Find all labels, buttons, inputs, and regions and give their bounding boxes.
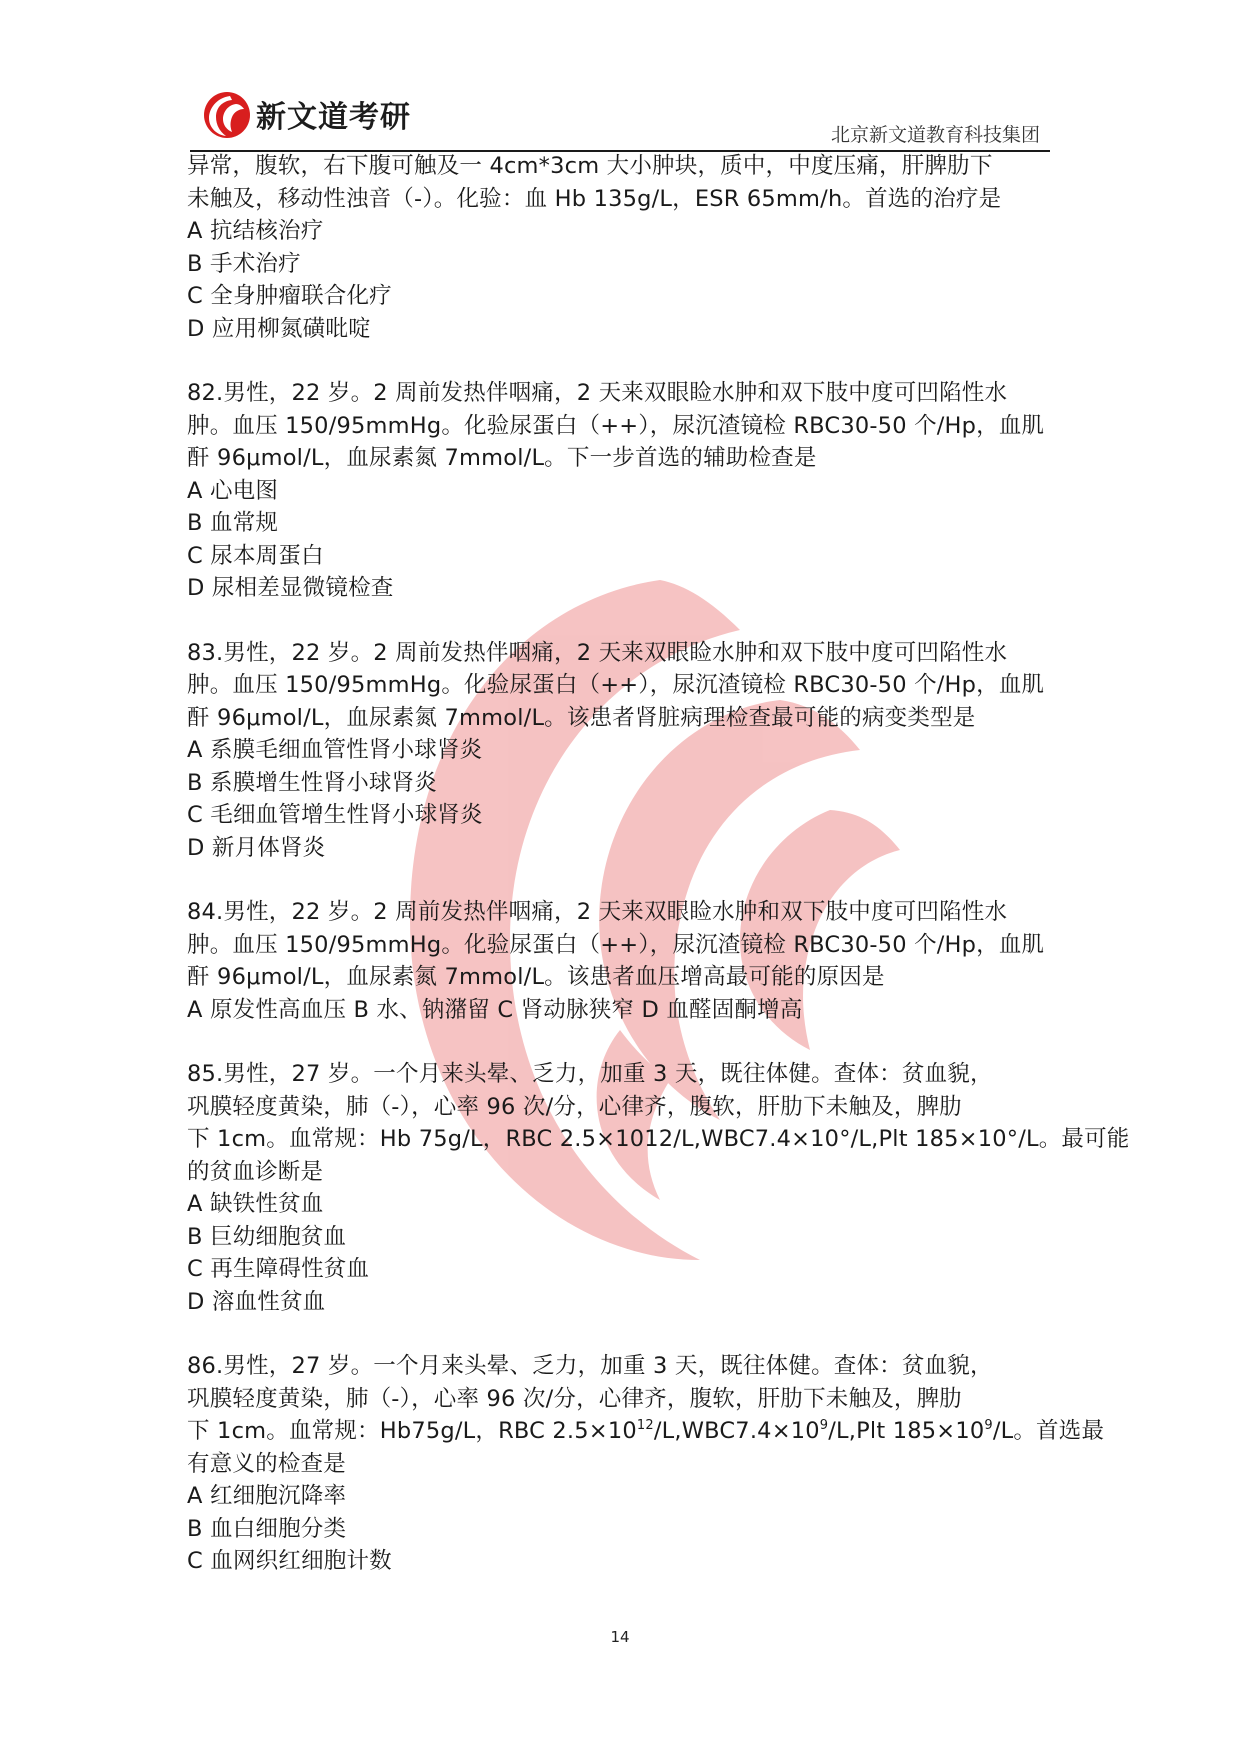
option-list — [187, 1188, 1057, 1318]
option-a: A 红细胞沉降率 — [187, 1483, 347, 1509]
page-header — [190, 78, 1050, 152]
superscript: 9 — [984, 1418, 993, 1433]
question-continued — [187, 150, 1057, 345]
text-run: /L,Plt 185×10 — [828, 1418, 985, 1444]
question-85 — [187, 1058, 1130, 1318]
stem-line: 82.男性，22 岁。2 周前发热伴咽痛，2 天来双眼睑水肿和双下肢中度可凹陷性水 — [187, 380, 1008, 406]
org-name: 北京新文道教育科技集团 — [830, 124, 1040, 146]
stem-line: 肿。血压 150/95mmHg。化验尿蛋白（++），尿沉渣镜检 RBC30-50 个/Hp，血肌 — [187, 931, 1045, 958]
option-list — [187, 215, 1057, 345]
option-list — [187, 475, 1057, 605]
superscript: 12 — [636, 1418, 654, 1433]
stem-line: 巩膜轻度黄染，肺（-），心率 96 次/分，心律齐，腹软，肝肋下未触及，脾肋 — [187, 1093, 962, 1120]
stem-line: 未触及，移动性浊音（-）。化验：血 Hb 135g/L，ESR 65mm/h。首选的治疗是 — [187, 185, 1002, 212]
option-a: A 心电图 — [187, 477, 279, 504]
question-82 — [187, 377, 1057, 605]
option-list — [187, 734, 1057, 864]
option-d: D 尿相差显微镜检查 — [187, 575, 394, 601]
brand-name: 新文道考研 — [256, 100, 411, 135]
option-c: C 血网织红细胞计数 — [187, 1548, 392, 1574]
option-d: D 溶血性贫血 — [187, 1288, 326, 1315]
option-c: C 全身肿瘤联合化疗 — [187, 283, 392, 309]
option-c: C 再生障碍性贫血 — [187, 1256, 370, 1282]
superscript: 9 — [819, 1418, 829, 1433]
stem-line: 酐 96μmol/L，血尿素氮 7mmol/L。该患者肾脏病理检查最可能的病变类型是 — [187, 704, 976, 731]
stem-line: 肿。血压 150/95mmHg。化验尿蛋白（++），尿沉渣镜检 RBC30-50 个/Hp，血肌 — [187, 412, 1045, 439]
stem-line: 巩膜轻度黄染，肺（-），心率 96 次/分，心律齐，腹软，肝肋下未触及，脾肋 — [187, 1385, 962, 1412]
option-b: B 巨幼细胞贫血 — [187, 1223, 347, 1250]
stem-line-with-superscripts — [187, 1415, 1105, 1448]
stem-line: 异常，腹软，右下腹可触及一 4cm*3cm 大小肿块，质中，中度压痛，肝脾肋下 — [187, 153, 993, 179]
question-86 — [187, 1350, 1105, 1578]
stem-line: 下 1cm。血常规：Hb 75g/L，RBC 2.5×1012/L,WBC7.4×10°/L,Plt 185×10°/L。最可能 — [187, 1126, 1130, 1152]
option-b: B 系膜增生性肾小球肾炎 — [187, 769, 437, 796]
option-b: B 血白细胞分类 — [187, 1515, 347, 1542]
option-d: D 应用柳氮磺吡啶 — [187, 315, 371, 342]
text-run: /L。首选最 — [992, 1418, 1105, 1444]
option-c: C 尿本周蛋白 — [187, 542, 324, 569]
stem-line: 84.男性，22 岁。2 周前发热伴咽痛，2 天来双眼睑水肿和双下肢中度可凹陷性水 — [187, 899, 1008, 925]
option-b: B 手术治疗 — [187, 250, 301, 277]
stem-line: 86.男性，27 岁。一个月来头晕、乏力，加重 3 天，既往体健。查体：贫血貌， — [187, 1353, 993, 1379]
text-run: 下 1cm。血常规：Hb75g/L，RBC 2.5×10 — [187, 1418, 637, 1444]
stem-line: 的贫血诊断是 — [187, 1158, 324, 1185]
stem-line: 85.男性，27 岁。一个月来头晕、乏力，加重 3 天，既往体健。查体：贫血貌， — [187, 1061, 993, 1087]
question-84 — [187, 896, 1057, 1026]
page-number: 14 — [610, 1628, 630, 1646]
stem-line: 肿。血压 150/95mmHg。化验尿蛋白（++），尿沉渣镜检 RBC30-50 个/Hp，血肌 — [187, 672, 1045, 698]
stem-line: 有意义的检查是 — [187, 1450, 346, 1477]
question-83 — [187, 637, 1057, 865]
option-a: A 抗结核治疗 — [187, 218, 324, 244]
stem-line: 83.男性，22 岁。2 周前发热伴咽痛，2 天来双眼睑水肿和双下肢中度可凹陷性水 — [187, 639, 1008, 666]
questions-body — [187, 150, 1130, 1578]
stem-line: 酐 96μmol/L，血尿素氮 7mmol/L。下一步首选的辅助检查是 — [187, 445, 817, 471]
option-a: A 缺铁性贫血 — [187, 1191, 324, 1217]
option-b: B 血常规 — [187, 510, 279, 536]
text-run: /L,WBC7.4×10 — [653, 1418, 820, 1444]
option-list — [187, 1480, 1057, 1578]
option-list-inline: A 原发性高血压 B 水、钠潴留 C 肾动脉狭窄 D 血醛固酮增高 — [187, 996, 803, 1023]
phoenix-logo-icon — [202, 90, 252, 140]
stem-line: 酐 96μmol/L，血尿素氮 7mmol/L。该患者血压增高最可能的原因是 — [187, 964, 885, 990]
option-c: C 毛细血管增生性肾小球肾炎 — [187, 802, 483, 828]
option-d: D 新月体肾炎 — [187, 834, 326, 861]
option-a: A 系膜毛细血管性肾小球肾炎 — [187, 737, 483, 763]
